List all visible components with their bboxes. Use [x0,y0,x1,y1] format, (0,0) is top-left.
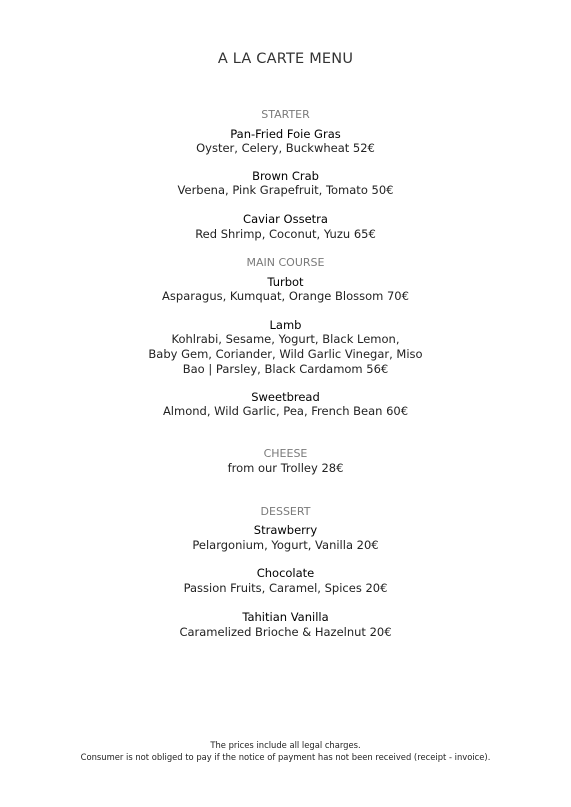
dish-name-strawberry: Strawberry [253,523,318,537]
dish-name-tahitian-vanilla: Tahitian Vanilla [242,610,329,624]
dish-name-brown-crab: Brown Crab [252,169,319,183]
dish-desc-foie-gras: Oyster, Celery, Buckwheat 52€ [196,141,375,155]
footer-legal-notice [0,739,571,763]
section-cheese-title: CHEESE [263,447,308,460]
footer-line-prices: The prices include all legal charges. [210,740,361,750]
dish-desc-turbot: Asparagus, Kumquat, Orange Blossom 70€ [162,289,409,303]
dish-desc-sweetbread: Almond, Wild Garlic, Pea, French Bean 60€ [162,404,409,418]
dish-name-caviar: Caviar Ossetra [243,212,328,226]
dish-name-turbot: Turbot [267,275,304,289]
dish-desc-lamb [0,332,571,377]
section-starter-title: STARTER [261,108,310,121]
dish-name-lamb: Lamb [269,318,302,332]
dish-desc-brown-crab: Verbena, Pink Grapefruit, Tomato 50€ [177,183,394,197]
dish-desc-lamb-line-2: Baby Gem, Coriander, Wild Garlic Vinegar, Miso [148,347,423,361]
footer-line-consumer: Consumer is not obliged to pay if the notice of payment has not been received (receipt - invoice). [80,752,491,762]
dish-desc-lamb-line-1: Kohlrabi, Sesame, Yogurt, Black Lemon, [171,332,400,346]
dish-name-foie-gras: Pan-Fried Foie Gras [230,127,341,141]
dish-desc-lamb-line-3: Bao | Parsley, Black Cardamom 56€ [182,362,389,376]
dish-desc-caviar: Red Shrimp, Coconut, Yuzu 65€ [195,227,376,241]
menu-title: A LA CARTE MENU [217,51,354,67]
dish-desc-tahitian-vanilla: Caramelized Brioche & Hazelnut 20€ [179,625,392,639]
dish-name-sweetbread: Sweetbread [251,390,320,404]
section-dessert-title: DESSERT [260,505,311,518]
section-main-course-title: MAIN COURSE [246,256,325,269]
dish-name-chocolate: Chocolate [256,566,315,580]
dish-desc-cheese: from our Trolley 28€ [227,461,344,475]
dish-desc-chocolate: Passion Fruits, Caramel, Spices 20€ [183,581,388,595]
dish-desc-strawberry: Pelargonium, Yogurt, Vanilla 20€ [192,538,379,552]
